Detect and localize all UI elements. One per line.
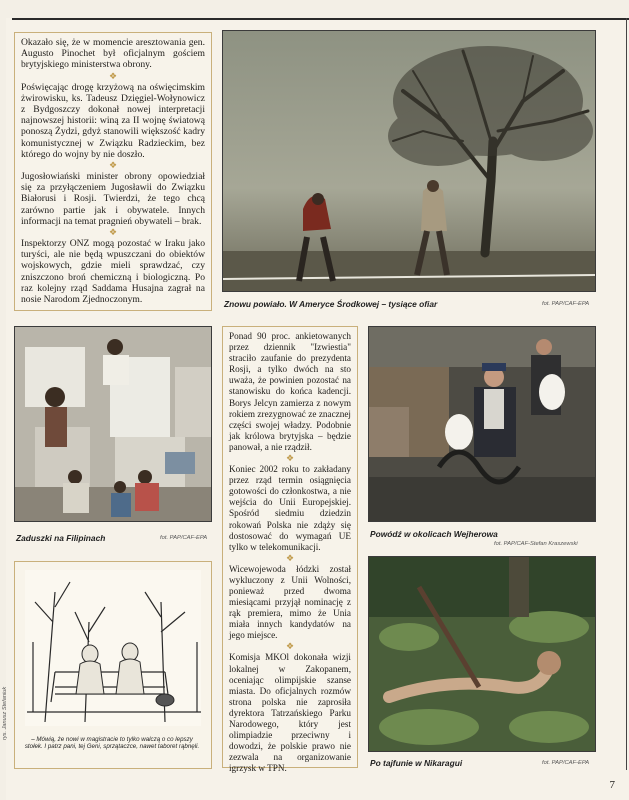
news-item-iraq: Inspektorzy ONZ mogą pozostać w Iraku jako turyści, ale nie będą wpuszczani do obiektów wojskowych, gdzie mieli sprawdzać, czy zniszczono broń chemiczną i biologiczną. Po raz kolejny rząd Saddama Husajna zagrał na nosie Narodom Zjednoczonym. xyxy=(21,238,205,306)
page-number: 7 xyxy=(609,779,615,791)
news-item-priest: Poświęcając drogę krzyżową na oświęcimskim żwirowisku, ks. Tadeusz Dzięgiel-Wołynowicz z Bydgoszczy dokonał nowej interpretacji najnowszej historii: winą za II wojnę światową ponoszą Żydzi, gdyż stanowili większość kadry komunistycznej w Związku Radzieckim, bez którego do wojny by nie doszło. xyxy=(21,81,205,160)
news-box-middle xyxy=(222,326,358,774)
nicaragua-caption: Po tajfunie w Nikaragui xyxy=(370,758,463,768)
diamond-separator-icon: ❖ xyxy=(285,453,295,464)
news-item-lodz: Wicewojewoda łódzki został wykluczony z Unii Wolności, ponieważ przed dwoma miesiącami przyjął nominację z rąk premiera, mimo że Unia miała innych kandydatów na jego miejsce. xyxy=(229,563,351,641)
storm-image xyxy=(223,31,596,292)
nicaragua-credit: fot. PAP/CAF-EPA xyxy=(542,760,590,766)
storm-photo xyxy=(222,30,596,292)
flood-photo xyxy=(368,326,596,522)
news-item-ioc: Komisja MKOl dokonała wizji lokalnej w Zakopanem, oceniając olimpijskie szanse miasta. Do oficjalnych rozmów strona polska nie zaprosiła dyrektora Tatrzańskiego Parku Narodowego, który jest olimpiadzie przeciwny i dowodzi, że polskie prawo nie zezwala na organizowanie igrzysk w TPN. xyxy=(229,652,351,774)
diamond-separator-icon: ❖ xyxy=(108,70,118,81)
philippines-caption: Zaduszki na Filipinach xyxy=(16,533,106,543)
nicaragua-image xyxy=(369,557,596,752)
top-rule xyxy=(12,18,629,20)
right-rule xyxy=(626,18,627,770)
storm-credit: fot. PAP/CAF-EPA xyxy=(542,301,590,307)
philippines-photo xyxy=(14,326,212,522)
flood-caption: Powódź w okolicach Wejherowa xyxy=(370,529,498,539)
philippines-image xyxy=(15,327,212,522)
storm-caption: Znowu powiało. W Ameryce Środkowej – tysiące ofiar xyxy=(224,299,438,309)
cartoon-caption: – Mówią, że nowi w magistracie to tylko walczą o co lepszy stołek. I patrz pani, tej Geni, sprzątaczce, nawet taboret rąbnęli. xyxy=(24,736,200,751)
news-item-yeltsin: Ponad 90 proc. ankietowanych przez dziennik "Izwiestia" straciło zaufanie do prezydenta Rosji, a tylko dwóch na sto uważa, że powinien pozostać na stanowisku do końca kadencji. Borys Jelcyn zamierza z nowym rokiem zrezygnować ze znacznej części swojej władzy. Podobnie jak królowa brytyjska – będzie panował, a nie rządził. xyxy=(229,331,351,452)
news-item-yugoslavia: Jugosłowiański minister obrony opowiedział się za przyłączeniem Jugosławii do Związku Białorusi i Rosji. Twierdzi, że tego chcą zarówno partie jak i obywatele. Innych informacji na temat pragnień obywateli – brak. xyxy=(21,171,205,227)
news-item-eu: Koniec 2002 roku to zakładany przez rząd termin osiągnięcia gotowości do członkostwa, a nie wejścia do Unii Europejskiej. Spośród siedmiu dziedzin rokowań Polska nie zdąży się dostosować do wymagań UE tylko w telekomunikacji. xyxy=(229,464,351,552)
nicaragua-photo xyxy=(368,556,596,752)
news-item-pinochet: Okazało się, że w momencie aresztowania gen. Augusto Pinochet był oficjalnym gościem brytyjskiego ministerstwa obrony. xyxy=(21,37,205,71)
diamond-separator-icon: ❖ xyxy=(285,641,295,652)
flood-credit: fot. PAP/CAF-Stefan Kraszewski xyxy=(494,541,578,547)
diamond-separator-icon: ❖ xyxy=(285,552,295,563)
news-box-top xyxy=(14,32,212,311)
flood-image xyxy=(369,327,596,522)
philippines-credit: fot. PAP/CAF-EPA xyxy=(160,535,208,541)
diamond-separator-icon: ❖ xyxy=(108,160,118,171)
cartoon-drawing xyxy=(15,562,211,732)
cartoon-credit: rys. Janusz Stefaniuk xyxy=(2,686,8,740)
diamond-separator-icon: ❖ xyxy=(108,227,118,238)
